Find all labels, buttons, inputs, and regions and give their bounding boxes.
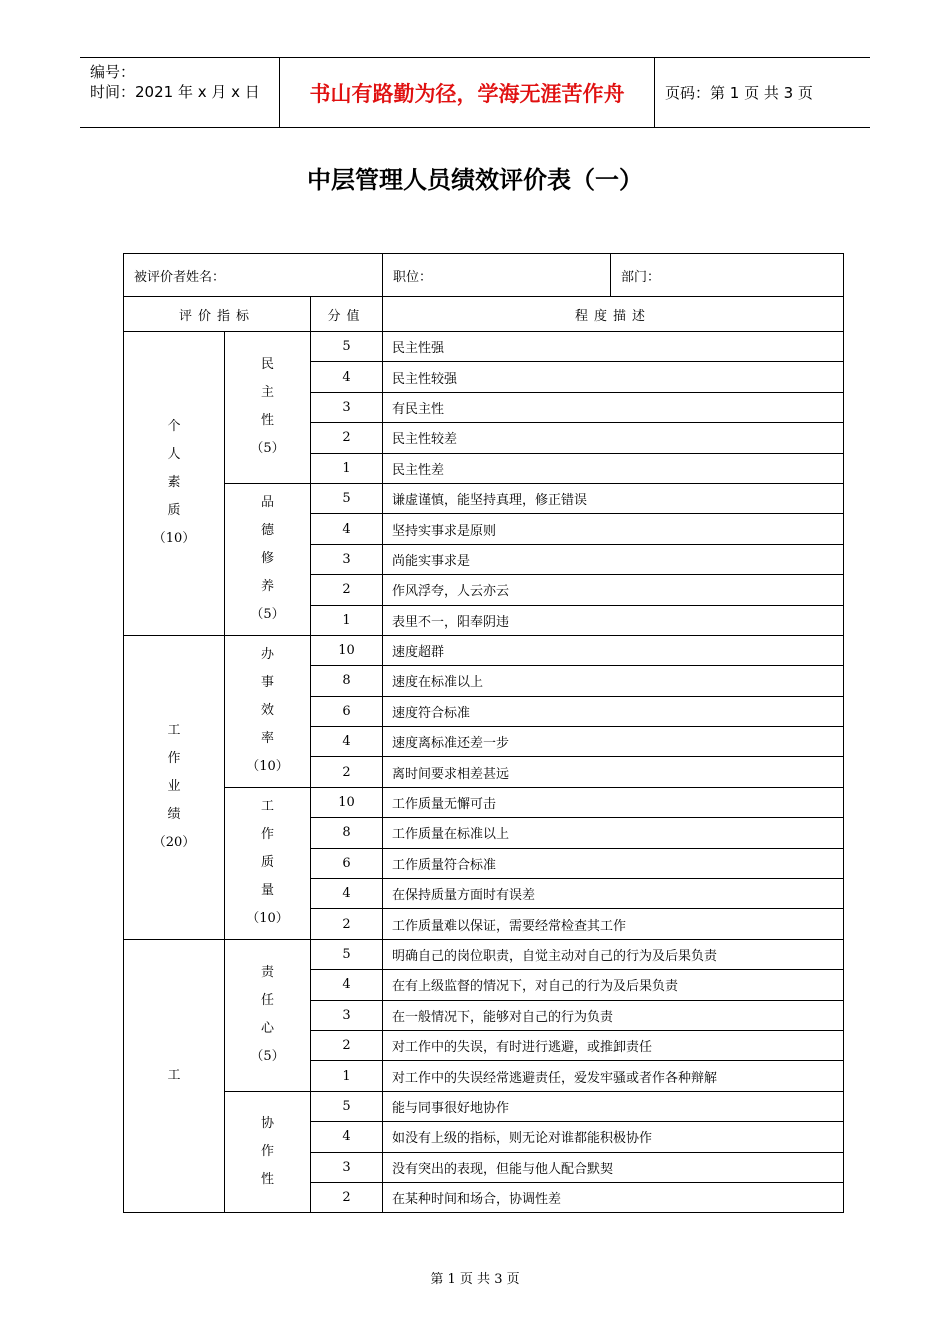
header-meta <box>80 58 280 127</box>
score-cell: 5 <box>311 939 383 969</box>
description-cell: 速度离标准还差一步 <box>383 727 844 757</box>
subcategory-cell <box>225 483 311 635</box>
description-cell: 能与同事很好地协作 <box>383 1091 844 1121</box>
score-cell: 3 <box>311 1152 383 1182</box>
subcategory-char: 责 <box>260 965 274 981</box>
score-cell: 1 <box>311 1061 383 1091</box>
description-cell: 工作质量在标准以上 <box>383 818 844 848</box>
position-field: 职位： <box>383 254 611 297</box>
score-cell: 2 <box>311 757 383 787</box>
page-header <box>80 57 870 128</box>
description-header: 程度描述 <box>383 297 844 332</box>
description-cell: 工作质量无懈可击 <box>383 787 844 817</box>
score-cell: 4 <box>311 1122 383 1152</box>
description-cell: 表里不一，阳奉阴违 <box>383 605 844 635</box>
table-header-row <box>124 297 844 332</box>
description-cell: 速度超群 <box>383 635 844 665</box>
subcategory-char: 质 <box>260 855 274 871</box>
category-char: 素 <box>167 475 181 491</box>
description-cell: 在某种时间和场合，协调性差 <box>383 1182 844 1212</box>
description-cell: 作风浮夸，人云亦云 <box>383 575 844 605</box>
name-field: 被评价者姓名： <box>124 254 383 297</box>
score-cell: 2 <box>311 575 383 605</box>
score-cell: 4 <box>311 362 383 392</box>
score-cell: 3 <box>311 544 383 574</box>
table-row <box>124 939 844 969</box>
subcategory-char: 工 <box>260 799 274 815</box>
subcategory-char: 修 <box>260 551 274 567</box>
subcategory-char: （10） <box>246 911 289 927</box>
subcategory-char: （5） <box>250 1049 285 1065</box>
category-char: 工 <box>167 1068 181 1084</box>
subcategory-char: 主 <box>260 385 274 401</box>
score-cell: 2 <box>311 909 383 939</box>
category-cell <box>124 939 225 1213</box>
score-cell: 2 <box>311 1030 383 1060</box>
subcategory-char: 作 <box>260 827 274 843</box>
subcategory-cell <box>225 787 311 939</box>
indicator-header: 评价指标 <box>124 297 311 332</box>
description-cell: 有民主性 <box>383 392 844 422</box>
department-field: 部门： <box>611 254 844 297</box>
description-cell: 离时间要求相差甚远 <box>383 757 844 787</box>
description-cell: 在保持质量方面时有误差 <box>383 879 844 909</box>
subcategory-char: 德 <box>260 523 274 539</box>
category-char: 工 <box>167 723 181 739</box>
subcategory-char: 任 <box>260 993 274 1009</box>
score-cell: 6 <box>311 848 383 878</box>
score-cell: 5 <box>311 483 383 513</box>
serial-label: 编号： <box>90 63 136 81</box>
score-cell: 4 <box>311 879 383 909</box>
score-cell: 4 <box>311 727 383 757</box>
subcategory-char: 作 <box>260 1144 274 1160</box>
subcategory-cell <box>225 635 311 787</box>
subcategory-char: （5） <box>250 607 285 623</box>
info-row <box>124 254 844 297</box>
description-cell: 尚能实事求是 <box>383 544 844 574</box>
category-char: 质 <box>167 503 181 519</box>
score-cell: 4 <box>311 970 383 1000</box>
subcategory-char: 民 <box>260 357 274 373</box>
page-footer: 第 1 页 共 3 页 <box>430 1272 520 1287</box>
subcategory-char: 性 <box>260 1172 274 1188</box>
table-row <box>124 635 844 665</box>
description-cell: 工作质量符合标准 <box>383 848 844 878</box>
subcategory-char: 事 <box>260 675 274 691</box>
table-row <box>124 787 844 817</box>
subcategory-char: 品 <box>260 495 274 511</box>
score-cell: 10 <box>311 635 383 665</box>
category-char: 业 <box>167 779 181 795</box>
subcategory-cell <box>225 332 311 484</box>
description-cell: 对工作中的失误经常逃避责任，爱发牢骚或者作各种辩解 <box>383 1061 844 1091</box>
table-row <box>124 1091 844 1121</box>
score-cell: 1 <box>311 605 383 635</box>
description-cell: 对工作中的失误，有时进行逃避，或推卸责任 <box>383 1030 844 1060</box>
score-cell: 1 <box>311 453 383 483</box>
description-cell: 民主性强 <box>383 332 844 362</box>
evaluation-table <box>123 253 844 1213</box>
description-cell: 谦虚谨慎，能坚持真理，修正错误 <box>383 483 844 513</box>
description-cell: 速度在标准以上 <box>383 666 844 696</box>
page-code: 页码：第 1 页 共 3 页 <box>665 84 813 102</box>
description-cell: 在有上级监督的情况下，对自己的行为及后果负责 <box>383 970 844 1000</box>
description-cell: 民主性较强 <box>383 362 844 392</box>
description-cell: 工作质量难以保证，需要经常检查其工作 <box>383 909 844 939</box>
description-cell: 速度符合标准 <box>383 696 844 726</box>
score-cell: 5 <box>311 332 383 362</box>
category-char: 个 <box>167 419 181 435</box>
description-cell: 民主性差 <box>383 453 844 483</box>
description-cell: 如没有上级的指标，则无论对谁都能积极协作 <box>383 1122 844 1152</box>
category-char: 绩 <box>167 807 181 823</box>
category-char: 人 <box>167 447 181 463</box>
category-cell <box>124 332 225 636</box>
subcategory-char: 养 <box>260 579 274 595</box>
category-char: （10） <box>152 531 196 547</box>
score-header: 分值 <box>311 297 383 332</box>
description-cell: 在一般情况下，能够对自己的行为负责 <box>383 1000 844 1030</box>
subcategory-char: 量 <box>260 883 274 899</box>
score-cell: 3 <box>311 1000 383 1030</box>
score-cell: 5 <box>311 1091 383 1121</box>
subcategory-char: 效 <box>260 703 274 719</box>
score-cell: 3 <box>311 392 383 422</box>
subcategory-char: 性 <box>260 413 274 429</box>
score-cell: 4 <box>311 514 383 544</box>
score-cell: 8 <box>311 666 383 696</box>
description-cell: 没有突出的表现，但能与他人配合默契 <box>383 1152 844 1182</box>
table-row <box>124 483 844 513</box>
score-cell: 2 <box>311 1182 383 1212</box>
subcategory-char: 办 <box>260 647 274 663</box>
subcategory-cell <box>225 1091 311 1213</box>
motto: 书山有路勤为径，学海无涯苦作舟 <box>280 58 655 127</box>
subcategory-char: 心 <box>260 1021 274 1037</box>
subcategory-char: （10） <box>246 759 289 775</box>
page-title: 中层管理人员绩效评价表（一） <box>307 166 643 194</box>
subcategory-char: 协 <box>260 1116 274 1132</box>
subcategory-char: 率 <box>260 731 274 747</box>
subcategory-char: （5） <box>250 441 285 457</box>
category-cell <box>124 635 225 939</box>
category-char: （20） <box>152 835 196 851</box>
score-cell: 2 <box>311 423 383 453</box>
category-char: 作 <box>167 751 181 767</box>
score-cell: 8 <box>311 818 383 848</box>
subcategory-cell <box>225 939 311 1091</box>
table-row <box>124 332 844 362</box>
description-cell: 明确自己的岗位职责，自觉主动对自己的行为及后果负责 <box>383 939 844 969</box>
time-label: 时间：2021 年 x 月 x 日 <box>90 83 260 101</box>
score-cell: 10 <box>311 787 383 817</box>
description-cell: 民主性较差 <box>383 423 844 453</box>
description-cell: 坚持实事求是原则 <box>383 514 844 544</box>
score-cell: 6 <box>311 696 383 726</box>
